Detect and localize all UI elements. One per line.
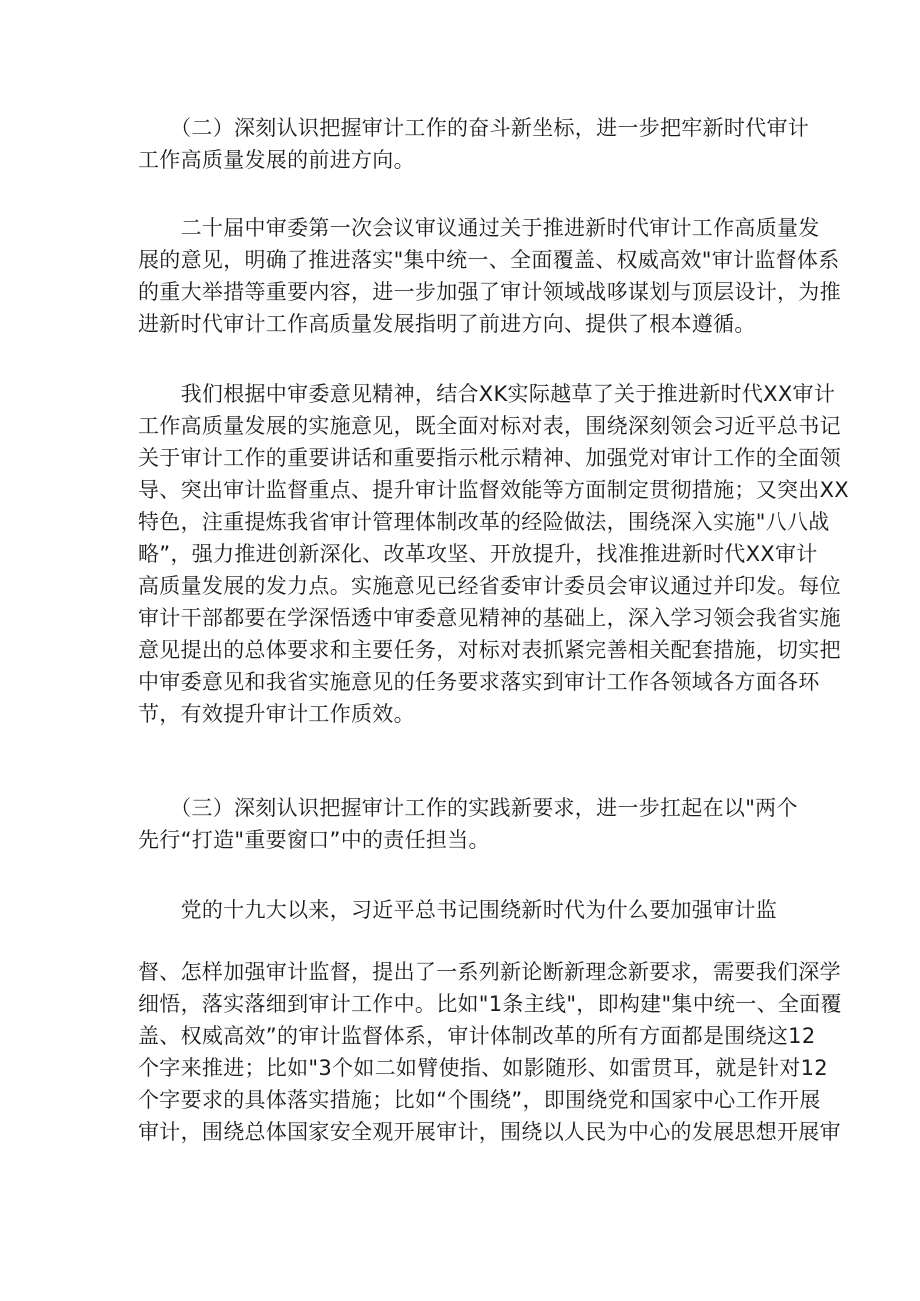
text-line: 略”，强力推进创新深化、改革攻坚、开放提升，找准推进新时代XX审计	[138, 542, 818, 566]
section-heading-two	[138, 112, 810, 176]
text-line: 党的十九大以来，习近平总书记围绕新时代为什么要加强审计监	[138, 898, 777, 922]
text-line: 我们根据中审委意见精神，结合XK实际越草了关于推进新时代XX审计	[138, 382, 836, 406]
text-line: 导、突出审计监督重点、提升审计监督效能等方面制定贯彻措施；又突出XX	[138, 478, 849, 502]
text-line: 意见提出的总体要求和主要任务，对标对表抓紧完善相关配套措施，切实把	[138, 638, 841, 662]
text-line: 关于审计工作的重要讲话和重要指示枇示精神、加强党对审计工作的全面领	[138, 446, 841, 470]
text-line: 工作高质量发展的实施意见，既全面对标对表，围绕深刻领会习近平总书记	[138, 414, 841, 438]
body-paragraph	[138, 894, 788, 926]
text-line: 审计，围绕总体国家安全观开展审计，围绕以人民为中心的发展思想开展审	[138, 1120, 841, 1144]
text-line: 展的意见，明确了推进落实"集中统一、全面覆盖、权威高效"审计监督体系	[138, 248, 840, 272]
text-line: （三）深刻认识把握审计工作的实践新要求，进一步扛起在以"两个	[138, 796, 798, 820]
text-line: 的重大举措等重要内容，进一步加强了审计领域战哆谋划与顶层设计，为推	[138, 280, 841, 304]
text-line: 先行“打造"重要窗口”中的责任担当。	[138, 828, 490, 852]
text-line: 盖、权威高效”的审计监督体系，审计体制改革的所有方面都是围绕这12	[138, 1024, 816, 1048]
body-paragraph	[138, 378, 849, 730]
text-line: 中审委意见和我省实施意见的任务要求落实到审计工作各领域各方面各环	[138, 670, 820, 694]
text-line: 审计干部都要在学深悟透中审委意见精神的基础上，深入学习领会我省实施	[138, 606, 841, 630]
text-line: 节，有效提升审计工作质效。	[138, 702, 415, 726]
section-heading-three	[138, 792, 798, 856]
text-line: 工作高质量发展的前进方向。	[138, 148, 415, 172]
text-line: 二十届中审委第一次会议审议通过关于推进新时代审计工作高质量发	[138, 216, 820, 240]
text-line: 特色，注重提炼我省审计管理体制改革的经险做法，围绕深入实施"八八战	[138, 510, 830, 534]
text-line: 高质量发展的发力点。实施意见已经省委审计委员会审议通过并印发。每位	[138, 574, 841, 598]
text-line: 进新时代审计工作高质量发展指明了前进方向、提供了根本遵循。	[138, 312, 756, 336]
body-paragraph	[138, 956, 842, 1148]
body-paragraph	[138, 212, 841, 340]
text-line: 个字来推进；比如"3个如二如臂使指、如影随形、如雷贯耳，就是针对12	[138, 1056, 828, 1080]
text-line: 督、怎样加强审计监督，提出了一系列新论断新理念新要求，需要我们深学	[138, 960, 841, 984]
text-line: 个字要求的具体落实措施；比如“个围绕”，即围绕党和国家中心工作开展	[138, 1088, 821, 1112]
text-line: （二）深刻认识把握审计工作的奋斗新坐标，进一步把牢新时代审计	[138, 116, 810, 140]
text-line: 细悟，落实落细到审计工作中。比如"1条主线"，即构建"集中统一、全面覆	[138, 992, 842, 1016]
